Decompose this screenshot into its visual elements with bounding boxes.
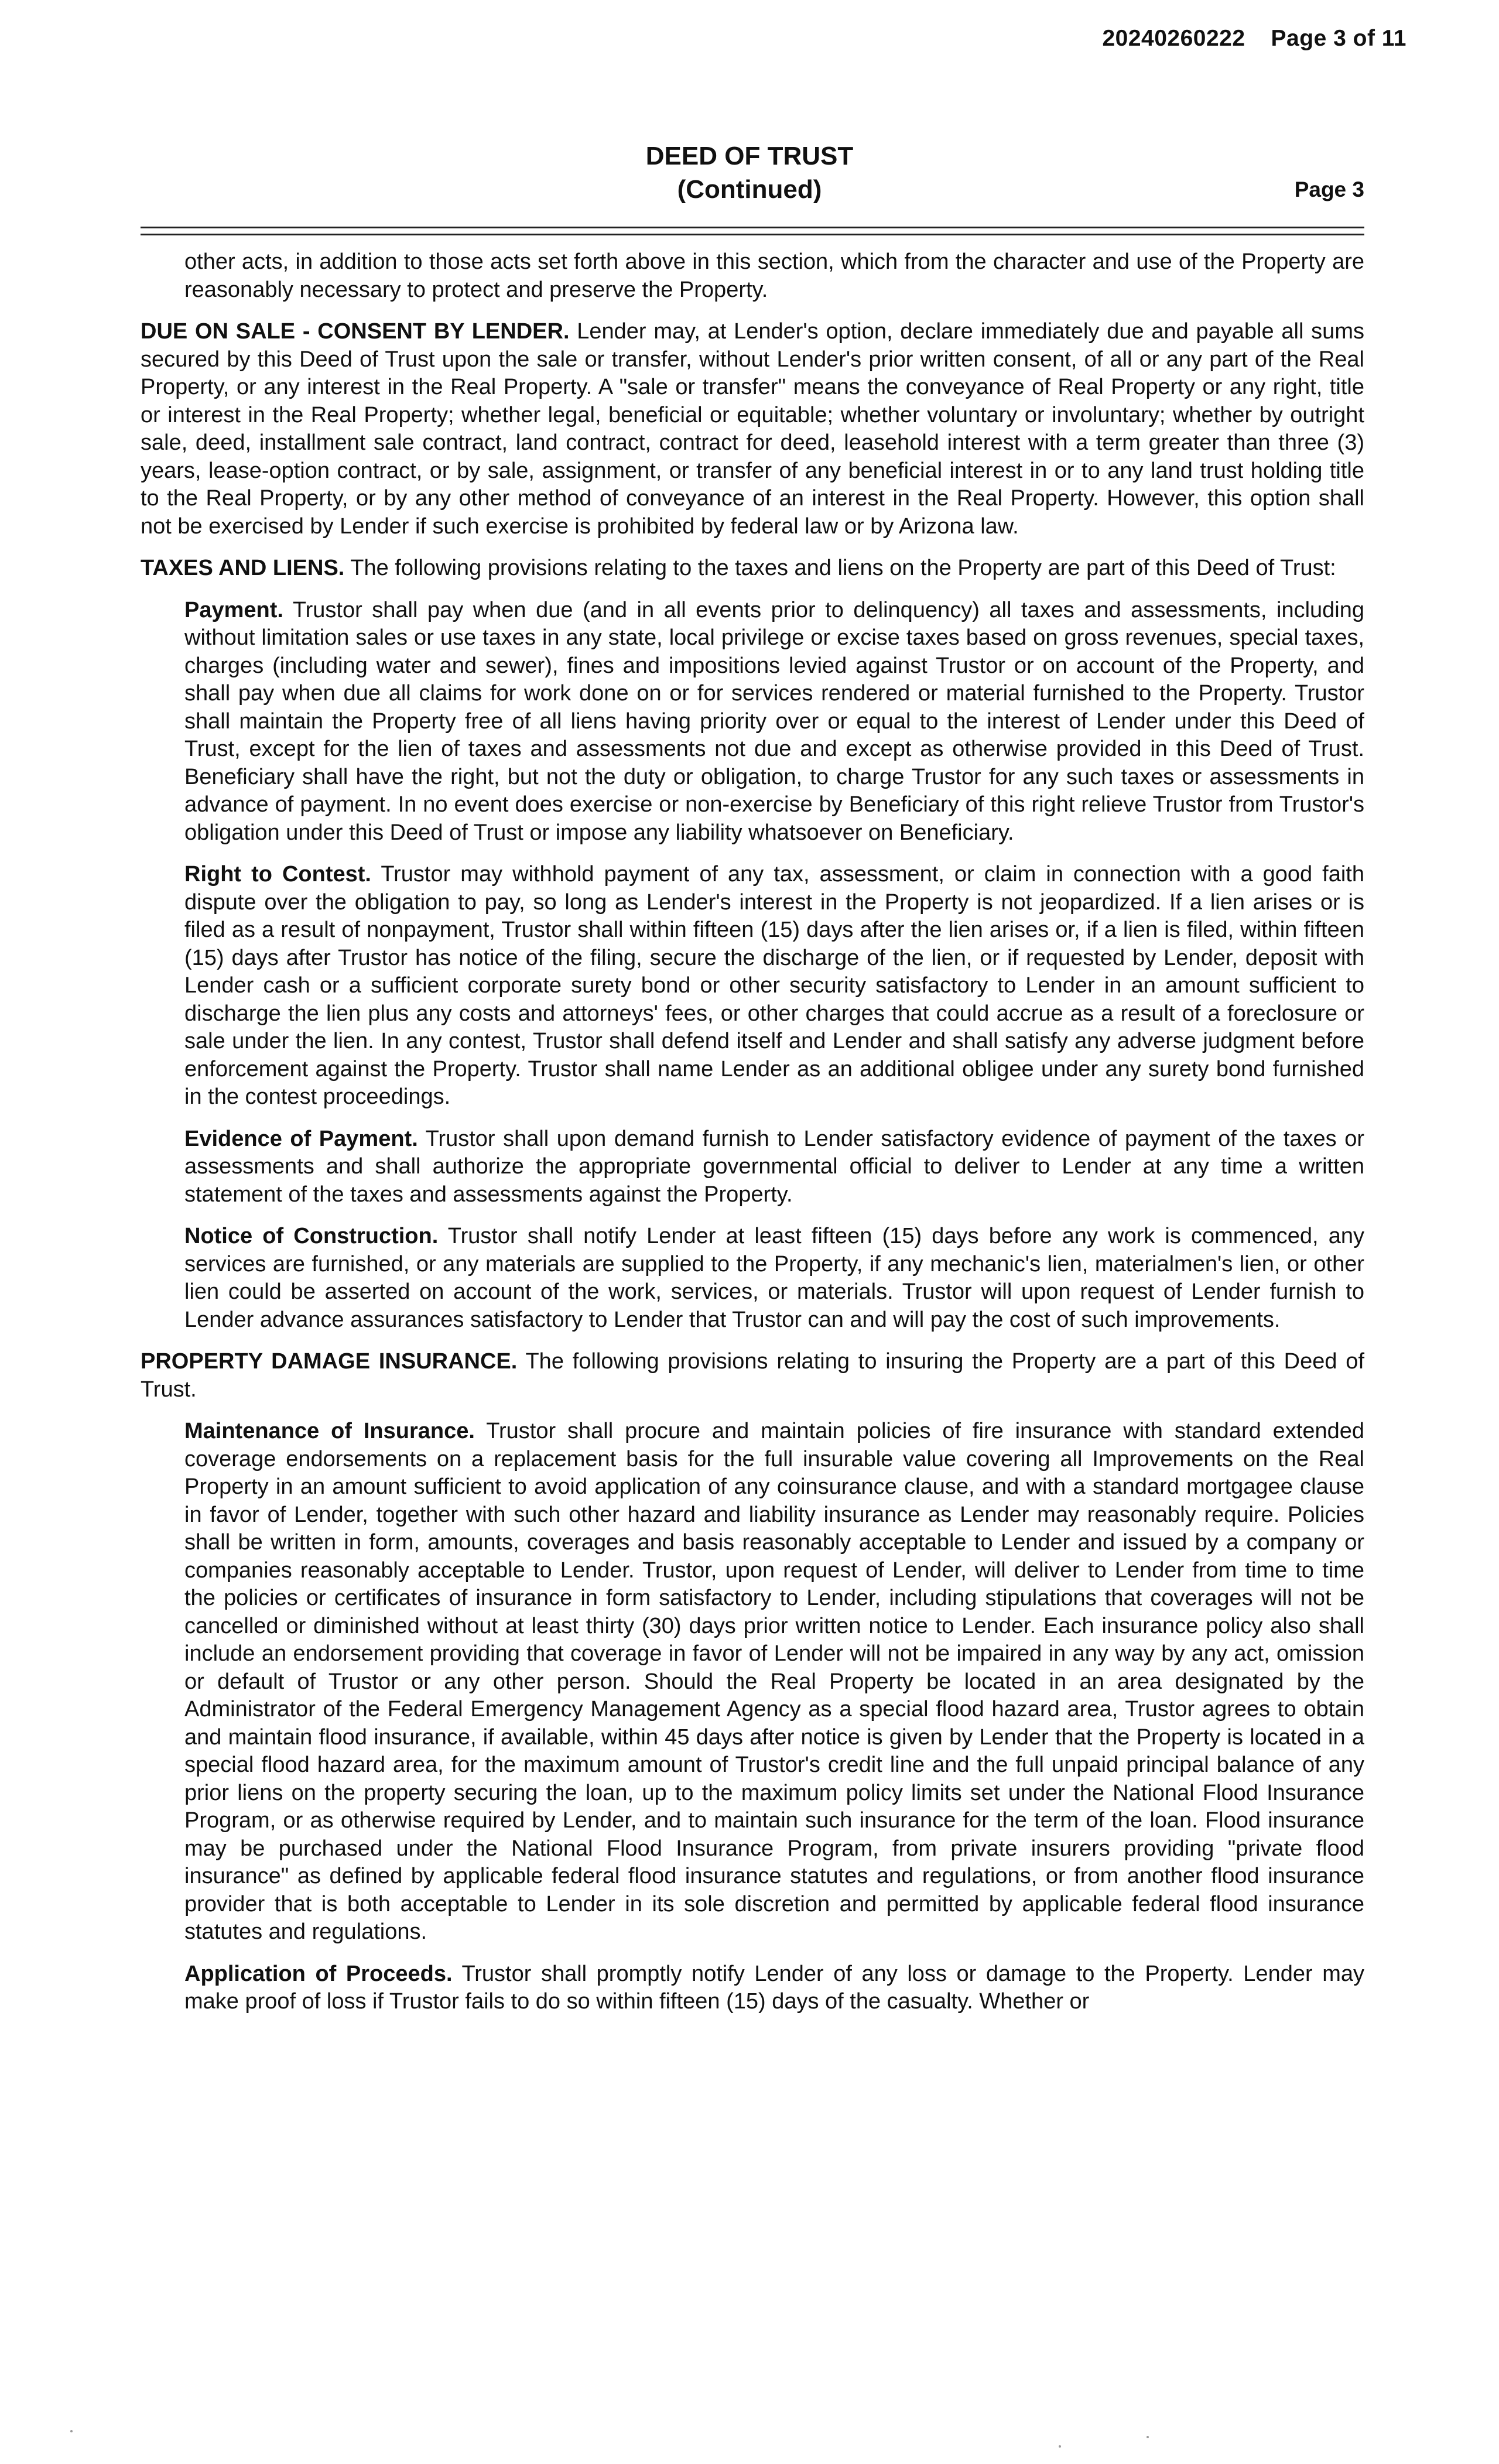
section-heading: PROPERTY DAMAGE INSURANCE. bbox=[141, 1349, 518, 1374]
section-due-on-sale bbox=[141, 318, 1364, 540]
subsection-text: Trustor may withhold payment of any tax, assessment, or claim in connection with a good faith dispute over the obligation to pay, so long as Lender's interest in the Property is not jeopardized. If a lien arises or is filed as a result of nonpayment, Trustor shall within fifteen (15) days after the lien arises or, if a lien is filed, within fifteen (15) days after Trustor has notice of the filing, secure the discharge of the lien, or if requested by Lender, deposit with Lender cash or a sufficient corporate surety bond or other security satisfactory to Lender in an amount sufficient to discharge the lien plus any costs and attorneys' fees, or other charges that could accrue as a result of a foreclosure or sale under the lien. In any contest, Trustor shall defend itself and Lender and shall satisfy any adverse judgment before enforcement against the Property. Trustor shall name Lender as an additional obligee under any surety bond furnished in the contest proceedings. bbox=[184, 862, 1365, 1109]
subsection-text: Trustor shall notify Lender at least fifteen (15) days before any work is commenced, any services are furnished, or any materials are supplied to the Property, if any mechanic's lien, materialmen's lien, or other lien could be asserted on account of the work, services, or materials. Trustor will upon request of Lender furnish to Lender advance assurances satisfactory to Lender that Trustor can and will pay the cost of such improvements. bbox=[184, 1224, 1364, 1332]
recording-header bbox=[1102, 26, 1406, 52]
document-body bbox=[141, 248, 1364, 2030]
title-line-2: (Continued) bbox=[677, 175, 822, 204]
continued-paragraph: other acts, in addition to those acts set forth above in this section, which from the character and use of the Property are reasonably necessary to protect and preserve the Property. bbox=[184, 249, 1364, 302]
subsection-heading: Evidence of Payment. bbox=[184, 1126, 418, 1151]
section-text: Lender may, at Lender's option, declare immediately due and payable all sums secured by this Deed of Trust upon the sale or transfer, without Lender's prior written consent, of all or any part of the Real Property, or any interest in the Real Property. A "sale or transfer" means the conveyance of Real Property or any right, title or interest in the Real Property; whether legal, beneficial or equitable; whether voluntary or involuntary; whether by outright sale, deed, installment sale contract, land contract, contract for deed, leasehold interest with a term greater than three (3) years, lease-option contract, or by sale, assignment, or transfer of any beneficial interest in or to any land trust holding title to the Real Property, or by any other method of conveyance of an interest in the Real Property. However, this option shall not be exercised by Lender if such exercise is prohibited by federal law or by Arizona law. bbox=[141, 319, 1364, 539]
subsection-text: Trustor shall procure and maintain policies of fire insurance with standard extended coverage endorsements on a replacement basis for the full insurable value covering all Improvements on the Real Property in an amount sufficient to avoid application of any coinsurance clause, and with a standard mortgagee clause in favor of Lender, together with such other hazard and liability insurance as Lender may reasonably require. Policies shall be written in form, amounts, coverages and basis reasonably acceptable to Lender and issued by a company or companies reasonably acceptable to Lender. Trustor, upon request of Lender, will deliver to Lender from time to time the policies or certificates of insurance in form satisfactory to Lender, including stipulations that coverages will not be cancelled or diminished without at least thirty (30) days prior written notice to Lender. Each insurance policy also shall include an endorsement providing that coverage in favor of Lender will not be impaired in any way by any act, omission or default of Trustor or any other person. Should the Real Property be located in an area designated by the Administrator of the Federal Emergency Management Agency as a special flood hazard area, Trustor agrees to obtain and maintain flood insurance, if available, within 45 days after notice is given by Lender that the Property is located in a special flood hazard area, for the maximum amount of Trustor's credit line and the full unpaid principal balance of any prior liens on the property securing the loan, up to the maximum policy limits set under the National Flood Insurance Program, or as otherwise required by Lender, and to maintain such insurance for the term of the loan. Flood insurance may be purchased under the National Flood Insurance Program, from private insurers providing "private flood insurance" as defined by applicable federal flood insurance statutes and regulations, or from another flood insurance provider that is both acceptable to Lender in its sole discretion and permitted by applicable federal flood insurance statutes and regulations. bbox=[184, 1419, 1365, 1944]
section-heading: TAXES AND LIENS. bbox=[141, 556, 345, 580]
subsection-payment bbox=[184, 597, 1364, 847]
scan-speck bbox=[1059, 2445, 1061, 2448]
header-rule-bottom bbox=[141, 234, 1364, 235]
subsection-heading: Application of Proceeds. bbox=[184, 1961, 453, 1986]
subsection-right-to-contest bbox=[184, 861, 1364, 1111]
recording-number: 20240260222 bbox=[1102, 26, 1245, 51]
subsection-evidence-of-payment bbox=[184, 1125, 1364, 1209]
title-line-1: DEED OF TRUST bbox=[645, 142, 854, 170]
scan-speck bbox=[1147, 2436, 1149, 2438]
section-taxes-and-liens bbox=[141, 555, 1364, 583]
subsection-notice-of-construction bbox=[184, 1223, 1364, 1334]
section-heading: DUE ON SALE - CONSENT BY LENDER. bbox=[141, 319, 570, 344]
document-title bbox=[0, 139, 1499, 206]
header-rule-top bbox=[141, 227, 1364, 228]
page-label: Page 3 bbox=[1294, 177, 1364, 201]
section-text: The following provisions relating to the taxes and liens on the Property are part of this Deed of Trust: bbox=[350, 556, 1336, 580]
page-of-count: Page 3 of 11 bbox=[1271, 26, 1406, 51]
subsection-application-of-proceeds bbox=[184, 1960, 1364, 2016]
subsection-text: Trustor shall pay when due (and in all events prior to delinquency) all taxes and assessments, including without limitation sales or use taxes in any state, local privilege or excise taxes based on gross revenues, special taxes, charges (including water and sewer), fines and impositions levied against Trustor or on account of the Property, and shall pay when due all claims for work done on or for services rendered or material furnished to the Property. Trustor shall maintain the Property free of all liens having priority over or equal to the interest of Lender under this Deed of Trust, except for the lien of taxes and assessments not due and except as otherwise provided in this Deed of Trust. Beneficiary shall have the right, but not the duty or obligation, to charge Trustor for any such taxes or assessments in advance of payment. In no event does exercise or non-exercise by Beneficiary of this right relieve Trustor from Trustor's obligation under this Deed of Trust or impose any liability whatsoever on Beneficiary. bbox=[184, 597, 1364, 845]
section-text: The following provisions relating to insuring the Property are a part of this Deed of Trust. bbox=[141, 1349, 1365, 1402]
subsection-heading: Maintenance of Insurance. bbox=[184, 1419, 475, 1443]
subsection-text: Trustor shall upon demand furnish to Lender satisfactory evidence of payment of the taxes or assessments and shall authorize the appropriate governmental official to deliver to Lender at any time a written statement of the taxes and assessments against the Property. bbox=[184, 1126, 1364, 1207]
subsection-heading: Payment. bbox=[184, 597, 283, 622]
scan-speck bbox=[70, 2430, 73, 2432]
subsection-maintenance-of-insurance bbox=[184, 1418, 1364, 1946]
subsection-text: Trustor shall promptly notify Lender of any loss or damage to the Property. Lender may make proof of loss if Trustor fails to do so within fifteen (15) days of the casualty. Whether or bbox=[184, 1961, 1364, 2014]
section-property-damage-insurance bbox=[141, 1348, 1364, 1404]
subsection-heading: Notice of Construction. bbox=[184, 1224, 439, 1248]
subsection-heading: Right to Contest. bbox=[184, 862, 371, 887]
